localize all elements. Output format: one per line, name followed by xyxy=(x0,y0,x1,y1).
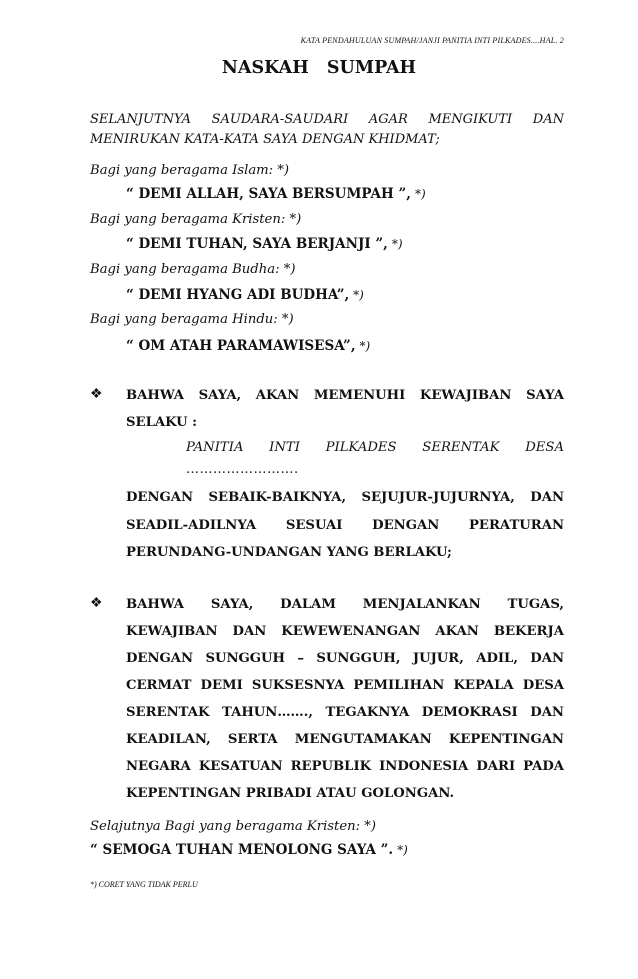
closing-oath-note: *) xyxy=(397,843,408,857)
point2-line-1: BAHWA SAYA, DALAM MENJALANKAN TUGAS, xyxy=(126,597,564,612)
point2-line-3: DENGAN SUNGGUH – SUNGGUH, JUJUR, ADIL, DAN xyxy=(126,651,564,666)
oath-text: “ DEMI ALLAH, SAYA BERSUMPAH ”, xyxy=(126,186,411,202)
closing-oath-text: “ SEMOGA TUHAN MENOLONG SAYA ”. xyxy=(90,842,394,858)
point1-line-5: PERUNDANG-UNDANGAN YANG BERLAKU; xyxy=(126,545,452,560)
point2-line-7: NEGARA KESATUAN REPUBLIK INDONESIA DARI PADA xyxy=(126,759,564,774)
point2-line-5: SERENTAK TAHUN……., TEGAKNYA DEMOKRASI DAN xyxy=(126,705,564,720)
religion-label-budha: Bagi yang beragama Budha: *) xyxy=(90,262,296,277)
point2-line-6: KEADILAN, SERTA MENGUTAMAKAN KEPENTINGAN xyxy=(126,732,564,747)
bullet-diamond-icon: ❖ xyxy=(90,595,103,611)
page-header: KATA PENDAHULUAN SUMPAH/JANJI PANITIA INTI PILKADES....HAL. 2 xyxy=(300,36,564,45)
point1-line-2: SELAKU : xyxy=(126,415,198,430)
oath-text: “ DEMI TUHAN, SAYA BERJANJI ”, xyxy=(126,236,388,252)
footnote: *) CORET YANG TIDAK PERLU xyxy=(90,880,198,889)
point2-line-2: KEWAJIBAN DAN KEWEWENANGAN AKAN BEKERJA xyxy=(126,624,564,639)
bullet-diamond-icon: ❖ xyxy=(90,386,103,402)
religion-label-islam: Bagi yang beragama Islam: *) xyxy=(90,163,290,178)
village-blank: ……………………. xyxy=(186,462,299,477)
oath-kristen xyxy=(126,236,403,252)
point1-line-4: SEADIL-ADILNYA SESUAI DENGAN PERATURAN xyxy=(126,518,564,533)
oath-text: “ DEMI HYANG ADI BUDHA”, xyxy=(126,287,350,303)
closing-label: Selajutnya Bagi yang beragama Kristen: *) xyxy=(90,819,377,834)
oath-text: “ OM ATAH PARAMAWISESA”, xyxy=(126,338,356,354)
closing-oath xyxy=(90,842,408,858)
intro-line-2: MENIRUKAN KATA-KATA SAYA DENGAN KHIDMAT; xyxy=(90,132,440,147)
point2-line-4: CERMAT DEMI SUKSESNYA PEMILIHAN KEPALA DESA xyxy=(126,678,564,693)
point1-line-1: BAHWA SAYA, AKAN MEMENUHI KEWAJIBAN SAYA xyxy=(126,388,564,403)
religion-label-kristen: Bagi yang beragama Kristen: *) xyxy=(90,212,302,227)
oath-islam xyxy=(126,186,426,202)
committee-name: PANITIA INTI PILKADES SERENTAK DESA xyxy=(186,440,564,455)
page-title: NASKAH SUMPAH xyxy=(221,58,417,78)
religion-label-hindu: Bagi yang beragama Hindu: *) xyxy=(90,312,294,327)
point1-line-3: DENGAN SEBAIK-BAIKNYA, SEJUJUR-JUJURNYA, DAN xyxy=(126,490,564,505)
oath-budha xyxy=(126,287,364,303)
oath-note: *) xyxy=(391,237,403,251)
oath-note: *) xyxy=(353,288,364,302)
oath-note: *) xyxy=(359,339,371,353)
intro-line-1: SELANJUTNYA SAUDARA-SAUDARI AGAR MENGIKUTI DAN xyxy=(90,112,564,127)
oath-hindu xyxy=(126,338,370,354)
oath-note: *) xyxy=(414,187,426,201)
point2-line-8: KEPENTINGAN PRIBADI ATAU GOLONGAN. xyxy=(126,786,455,801)
